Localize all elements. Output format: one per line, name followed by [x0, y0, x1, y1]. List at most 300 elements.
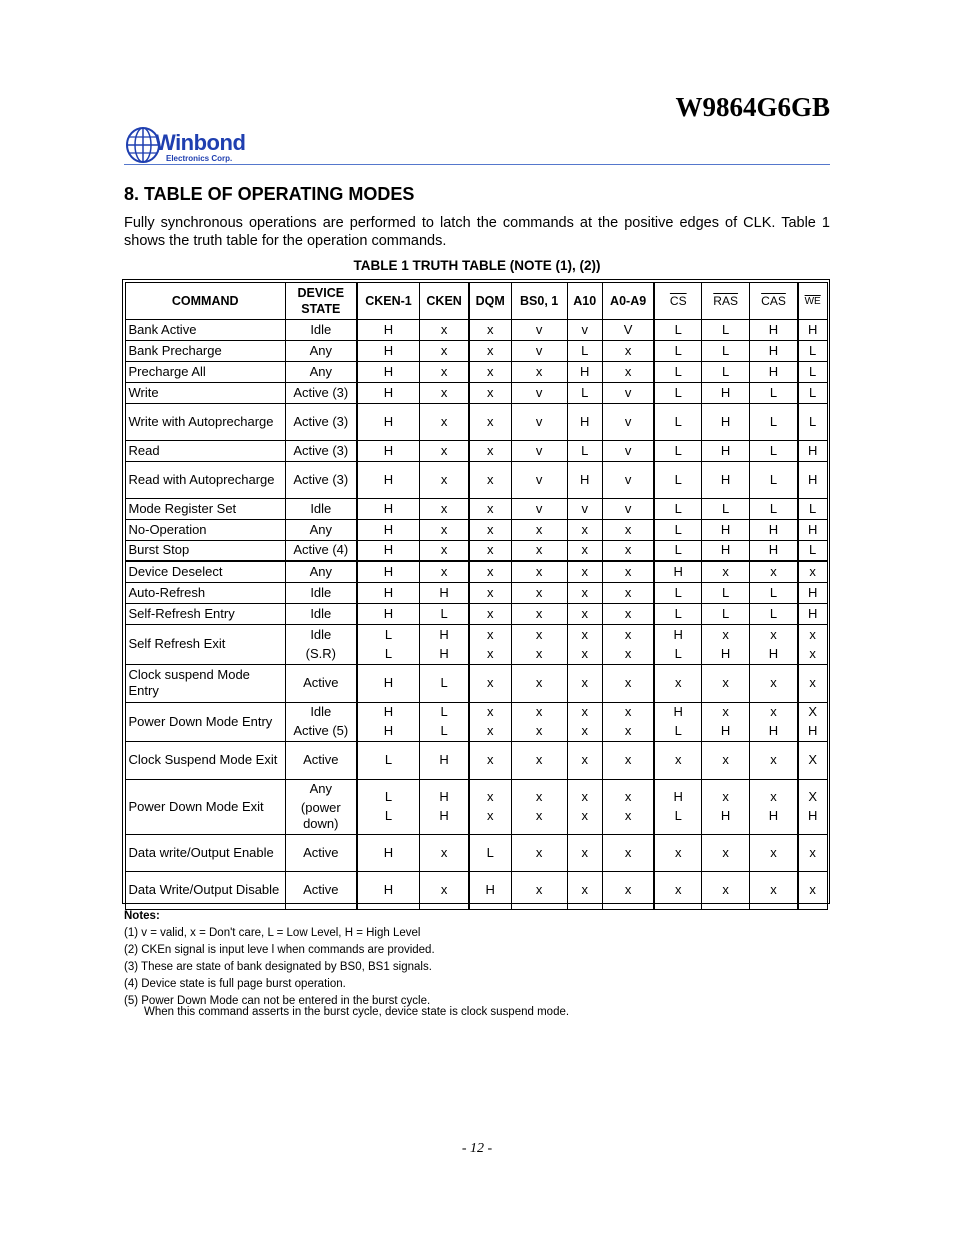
signal-line: x — [581, 789, 588, 804]
signal-cell: V — [602, 319, 654, 340]
signal-cell: x — [602, 603, 654, 624]
signal-cell: x — [420, 319, 469, 340]
signal-cell — [511, 779, 567, 834]
signal-cell: x — [469, 361, 511, 382]
command-cell: Data Write/Output Disable — [125, 871, 285, 909]
signal-cell: H — [798, 461, 827, 498]
signal-cell: L — [750, 403, 798, 440]
signal-line: x — [581, 723, 588, 738]
command-cell: Power Down Mode Entry — [125, 702, 285, 741]
signal-cell — [469, 702, 511, 741]
command-cell: Read — [125, 440, 285, 461]
signal-cell: H — [357, 582, 420, 603]
signal-cell — [469, 624, 511, 664]
signal-line: x — [535, 723, 543, 738]
signal-cell: H — [702, 519, 750, 540]
signal-line: x — [486, 645, 494, 661]
device-state-line: (power down) — [300, 800, 341, 831]
table-row — [125, 603, 827, 624]
device-state-cell: Active (3) — [285, 461, 356, 498]
command-cell: Write with Autoprecharge — [125, 403, 285, 440]
device-state-cell: Any — [285, 361, 356, 382]
device-state-line: Active (5) — [293, 723, 349, 738]
table-row — [125, 871, 827, 909]
signal-line: L — [674, 645, 682, 661]
signal-cell: x — [469, 382, 511, 403]
signal-line: L — [384, 789, 393, 804]
signal-cell: L — [798, 540, 827, 561]
signal-line: x — [581, 645, 588, 661]
signal-cell: L — [750, 498, 798, 519]
signal-cell: x — [511, 540, 567, 561]
signal-cell: L — [654, 519, 701, 540]
signal-cell: x — [420, 498, 469, 519]
signal-line: x — [624, 789, 632, 804]
signal-line: X — [808, 704, 817, 719]
device-state-cell: Active — [285, 741, 356, 779]
notes-heading: Notes: — [124, 910, 160, 922]
signal-cell: x — [602, 741, 654, 779]
device-state-line: Idle — [310, 704, 332, 719]
signal-cell — [511, 702, 567, 741]
signal-cell: H — [798, 582, 827, 603]
signal-cell: H — [702, 440, 750, 461]
signal-line: x — [486, 808, 494, 823]
signal-line: H — [383, 704, 394, 719]
signal-cell: x — [654, 834, 701, 871]
signal-line: x — [624, 704, 632, 719]
signal-cell: x — [567, 871, 602, 909]
command-cell: Bank Active — [125, 319, 285, 340]
table-row — [125, 382, 827, 403]
signal-cell: H — [750, 319, 798, 340]
signal-cell: v — [511, 461, 567, 498]
device-state-line: Idle — [310, 626, 332, 642]
signal-cell: H — [357, 664, 420, 702]
signal-line: x — [770, 789, 777, 804]
signal-cell: x — [567, 741, 602, 779]
signal-cell: x — [654, 664, 701, 702]
signal-line: x — [809, 626, 816, 642]
signal-line: x — [581, 704, 588, 719]
signal-line: H — [383, 723, 394, 738]
signal-cell: H — [357, 440, 420, 461]
signal-cell: H — [357, 519, 420, 540]
device-state-cell: Any — [285, 519, 356, 540]
table-row — [125, 498, 827, 519]
command-cell: Data write/Output Enable — [125, 834, 285, 871]
device-state-cell: Idle — [285, 498, 356, 519]
signal-cell: x — [654, 871, 701, 909]
signal-cell: x — [511, 834, 567, 871]
signal-cell — [420, 624, 469, 664]
signal-cell: L — [654, 603, 701, 624]
header-command: COMMAND — [125, 282, 285, 319]
signal-line: H — [720, 645, 731, 661]
signal-cell: x — [420, 382, 469, 403]
table-row — [125, 741, 827, 779]
signal-cell: x — [420, 440, 469, 461]
signal-cell: x — [420, 540, 469, 561]
signal-cell: H — [702, 540, 750, 561]
device-state-line: (S.R) — [305, 645, 336, 661]
signal-cell: X — [798, 741, 827, 779]
signal-cell: H — [357, 834, 420, 871]
command-cell: Device Deselect — [125, 561, 285, 582]
signal-cell — [750, 624, 798, 664]
signal-cell: H — [420, 582, 469, 603]
signal-cell: H — [357, 540, 420, 561]
signal-line: x — [770, 704, 777, 719]
signal-cell: x — [702, 741, 750, 779]
signal-cell — [469, 779, 511, 834]
signal-cell: v — [511, 403, 567, 440]
signal-cell: L — [420, 664, 469, 702]
signal-cell: x — [702, 834, 750, 871]
signal-cell: L — [798, 382, 827, 403]
signal-cell: v — [602, 382, 654, 403]
command-cell: Self Refresh Exit — [125, 624, 285, 664]
signal-cell: x — [420, 561, 469, 582]
signal-cell: L — [654, 440, 701, 461]
signal-line: L — [440, 704, 448, 719]
signal-cell: x — [420, 834, 469, 871]
signal-cell: x — [469, 440, 511, 461]
signal-cell — [702, 624, 750, 664]
signal-cell: L — [654, 582, 701, 603]
signal-line: x — [722, 626, 729, 642]
signal-cell — [702, 779, 750, 834]
signal-cell — [798, 779, 827, 834]
signal-cell: x — [420, 871, 469, 909]
signal-cell: L — [750, 461, 798, 498]
signal-cell: x — [750, 871, 798, 909]
signal-cell: L — [750, 603, 798, 624]
signal-cell: H — [798, 603, 827, 624]
signal-cell: H — [750, 340, 798, 361]
signal-cell: x — [420, 461, 469, 498]
note-5-continuation: When this command asserts in the burst cycle, device state is clock suspend mode. — [144, 1006, 570, 1018]
signal-cell: H — [357, 461, 420, 498]
signal-cell — [567, 702, 602, 741]
signal-cell: L — [702, 582, 750, 603]
device-state-cell: Idle — [285, 319, 356, 340]
signal-cell: L — [654, 382, 701, 403]
signal-cell: H — [567, 361, 602, 382]
signal-cell: L — [567, 440, 602, 461]
signal-cell: L — [702, 603, 750, 624]
device-state-cell — [285, 779, 356, 834]
command-cell: Burst Stop — [125, 540, 285, 561]
signal-line: H — [768, 723, 779, 738]
signal-cell: x — [469, 498, 511, 519]
signal-cell: H — [654, 561, 701, 582]
signal-cell: x — [602, 582, 654, 603]
signal-line: x — [535, 626, 543, 642]
page-number: - 12 - — [461, 1141, 493, 1156]
signal-line: L — [384, 626, 393, 642]
table-row — [125, 319, 827, 340]
signal-cell — [602, 624, 654, 664]
signal-cell: H — [750, 361, 798, 382]
signal-cell: L — [654, 498, 701, 519]
signal-cell: x — [469, 403, 511, 440]
device-state-cell: Any — [285, 561, 356, 582]
signal-cell: x — [567, 561, 602, 582]
device-state-cell: Active — [285, 871, 356, 909]
header-cken-1: CKEN-1 — [357, 282, 420, 319]
signal-cell: H — [357, 361, 420, 382]
signal-cell: L — [654, 361, 701, 382]
signal-cell: x — [567, 519, 602, 540]
command-cell: Clock Suspend Mode Exit — [125, 741, 285, 779]
signal-cell: H — [750, 540, 798, 561]
signal-cell: x — [798, 834, 827, 871]
signal-cell: x — [750, 834, 798, 871]
signal-cell: H — [750, 519, 798, 540]
signal-cell: L — [798, 403, 827, 440]
signal-cell: x — [511, 561, 567, 582]
signal-cell: x — [602, 834, 654, 871]
signal-line: H — [673, 704, 683, 719]
signal-cell: x — [602, 540, 654, 561]
table-row — [125, 624, 827, 664]
signal-cell: H — [469, 871, 511, 909]
signal-cell: x — [511, 741, 567, 779]
signal-line: H — [439, 626, 449, 642]
signal-cell — [654, 624, 701, 664]
signal-cell: x — [469, 603, 511, 624]
signal-cell: x — [511, 603, 567, 624]
signal-cell: x — [567, 540, 602, 561]
signal-line: H — [720, 723, 731, 738]
signal-cell: H — [420, 741, 469, 779]
table-row — [125, 582, 827, 603]
signal-cell: x — [469, 741, 511, 779]
device-state-cell: Active (3) — [285, 403, 356, 440]
signal-cell: H — [798, 519, 827, 540]
signal-cell: x — [750, 664, 798, 702]
signal-cell: L — [654, 403, 701, 440]
signal-cell — [357, 779, 420, 834]
signal-cell — [357, 624, 420, 664]
signal-cell: x — [567, 834, 602, 871]
device-state-cell — [285, 624, 356, 664]
signal-line: H — [807, 723, 818, 738]
signal-cell: L — [654, 319, 701, 340]
notes — [124, 910, 569, 1018]
signal-cell: L — [420, 603, 469, 624]
signal-cell: L — [654, 461, 701, 498]
signal-line: x — [770, 626, 777, 642]
signal-cell: H — [357, 382, 420, 403]
signal-line: H — [673, 626, 683, 642]
signal-cell: L — [654, 340, 701, 361]
signal-line: x — [486, 789, 494, 804]
signal-cell: x — [420, 519, 469, 540]
header-ras: $\overline{RAS}$ — [702, 282, 750, 319]
command-cell: Mode Register Set — [125, 498, 285, 519]
signal-line: x — [535, 808, 543, 823]
intro-paragraph: Fully synchronous operations are performed to latch the commands at the positive edges of CLK. Table 1 shows the truth table for the operation commands. — [124, 215, 830, 249]
signal-cell: x — [750, 561, 798, 582]
signal-cell: x — [567, 582, 602, 603]
signal-cell: v — [602, 403, 654, 440]
signal-cell: x — [469, 319, 511, 340]
device-state-cell: Any — [285, 340, 356, 361]
signal-line: x — [722, 704, 729, 719]
command-cell: Self-Refresh Entry — [125, 603, 285, 624]
table-row — [125, 779, 827, 834]
signal-cell — [798, 624, 827, 664]
signal-cell: L — [567, 382, 602, 403]
signal-cell — [420, 702, 469, 741]
signal-cell: v — [602, 498, 654, 519]
signal-line: L — [440, 723, 448, 738]
logo-subtext: Electronics Corp. — [166, 154, 233, 163]
signal-cell: x — [798, 561, 827, 582]
signal-cell: H — [702, 382, 750, 403]
table-row — [125, 540, 827, 561]
table-header-row — [125, 282, 827, 319]
signal-line: x — [581, 808, 588, 823]
signal-cell — [702, 702, 750, 741]
table-row — [125, 561, 827, 582]
note-5: (5) Power Down Mode can not be entered in the burst cycle. — [124, 995, 431, 1007]
signal-cell: x — [511, 871, 567, 909]
signal-cell: x — [702, 561, 750, 582]
signal-cell: L — [654, 540, 701, 561]
table-row — [125, 664, 827, 702]
signal-line: x — [535, 645, 543, 661]
device-state-line: Any — [309, 781, 332, 796]
device-state-cell: Active (4) — [285, 540, 356, 561]
signal-cell — [654, 779, 701, 834]
table-title: TABLE 1 TRUTH TABLE (NOTE (1), (2)) — [353, 258, 601, 273]
signal-cell: L — [702, 319, 750, 340]
signal-line: x — [624, 808, 632, 823]
header-rule — [124, 164, 830, 165]
header-we: $\overline{WE}$ — [798, 282, 827, 319]
table-row — [125, 461, 827, 498]
note-4: (4) Device state is full page burst operation. — [124, 978, 346, 990]
signal-cell: x — [420, 403, 469, 440]
note-2: (2) CKEn signal is input leve l when commands are provided. — [124, 944, 435, 956]
signal-cell: L — [357, 741, 420, 779]
winbond-logo — [126, 126, 256, 166]
signal-cell: x — [798, 871, 827, 909]
signal-cell: H — [357, 603, 420, 624]
command-cell: Write — [125, 382, 285, 403]
signal-cell: x — [420, 340, 469, 361]
signal-line: H — [768, 645, 779, 661]
device-state-cell: Active (3) — [285, 382, 356, 403]
header-a10: A10 — [567, 282, 602, 319]
signal-cell: L — [702, 361, 750, 382]
signal-cell: H — [567, 461, 602, 498]
table-row — [125, 403, 827, 440]
device-state-cell: Active — [285, 834, 356, 871]
signal-line: x — [624, 626, 632, 642]
note-1: (1) v = valid, x = Don't care, L = Low Level, H = High Level — [124, 927, 421, 939]
signal-cell: H — [357, 340, 420, 361]
signal-cell — [750, 779, 798, 834]
signal-cell: v — [567, 319, 602, 340]
signal-cell: H — [702, 403, 750, 440]
section-heading: 8. TABLE OF OPERATING MODES — [124, 184, 415, 204]
header-cas: $\overline{CAS}$ — [750, 282, 798, 319]
signal-cell: x — [511, 361, 567, 382]
signal-line: x — [486, 626, 494, 642]
signal-cell — [654, 702, 701, 741]
header-a0-a9: A0-A9 — [602, 282, 654, 319]
signal-cell: x — [469, 519, 511, 540]
device-state-cell: Idle — [285, 582, 356, 603]
command-cell: Auto-Refresh — [125, 582, 285, 603]
signal-line: L — [384, 808, 393, 823]
table-row — [125, 519, 827, 540]
device-state-cell: Idle — [285, 603, 356, 624]
header-device-state: DEVICE STATE — [285, 282, 356, 319]
signal-cell: x — [567, 603, 602, 624]
signal-line: x — [624, 645, 632, 661]
command-cell: Precharge All — [125, 361, 285, 382]
table-row — [125, 440, 827, 461]
signal-cell: L — [702, 498, 750, 519]
signal-cell — [567, 779, 602, 834]
signal-cell: x — [420, 361, 469, 382]
signal-cell: L — [702, 340, 750, 361]
signal-cell: L — [469, 834, 511, 871]
signal-cell: x — [602, 871, 654, 909]
signal-cell: x — [511, 519, 567, 540]
device-state-cell: Active (3) — [285, 440, 356, 461]
truth-table-frame — [122, 279, 830, 904]
signal-line: x — [624, 723, 632, 738]
signal-cell: H — [357, 403, 420, 440]
signal-cell: v — [602, 461, 654, 498]
header-dqm: DQM — [469, 282, 511, 319]
signal-cell: x — [602, 561, 654, 582]
signal-cell: x — [469, 582, 511, 603]
signal-cell — [567, 624, 602, 664]
signal-cell: x — [469, 340, 511, 361]
command-cell: Clock suspend Mode Entry — [125, 664, 285, 702]
signal-line: x — [535, 789, 543, 804]
signal-line: H — [439, 645, 449, 661]
header-bs0-1: BS0, 1 — [511, 282, 567, 319]
table-row — [125, 702, 827, 741]
signal-cell: H — [567, 403, 602, 440]
signal-cell — [750, 702, 798, 741]
signal-cell — [420, 779, 469, 834]
signal-cell: v — [511, 498, 567, 519]
signal-line: x — [581, 626, 588, 642]
command-cell: No-Operation — [125, 519, 285, 540]
signal-cell: v — [602, 440, 654, 461]
signal-line: X — [808, 789, 817, 804]
signal-cell: H — [357, 871, 420, 909]
signal-cell: x — [469, 461, 511, 498]
signal-line: x — [486, 704, 494, 719]
signal-cell: H — [357, 319, 420, 340]
signal-cell: H — [702, 461, 750, 498]
signal-line: L — [674, 808, 682, 823]
signal-cell: x — [469, 540, 511, 561]
signal-cell — [357, 702, 420, 741]
signal-cell: H — [798, 319, 827, 340]
signal-line: L — [674, 723, 682, 738]
